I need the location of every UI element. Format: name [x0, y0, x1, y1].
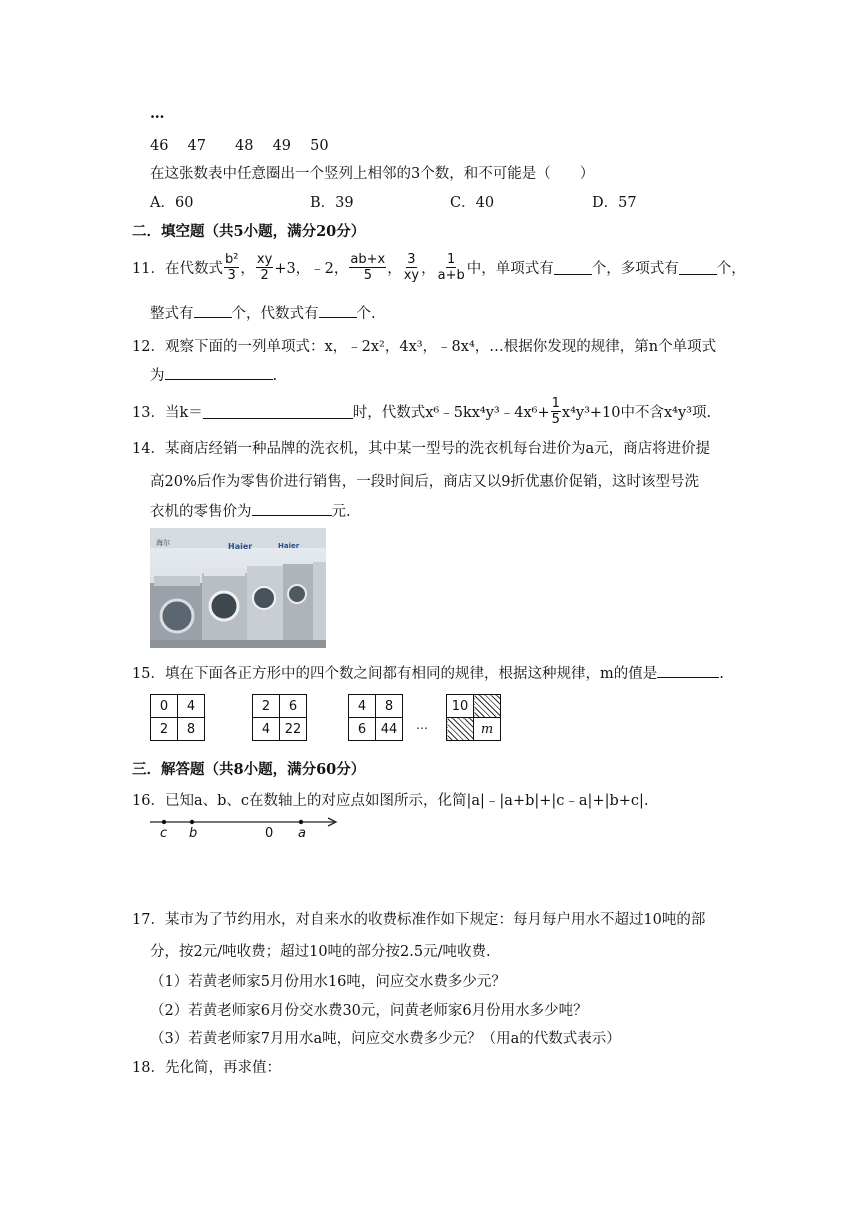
q12-text: .: [272, 368, 278, 384]
square-cell: 2: [253, 695, 280, 718]
label-a: a: [298, 826, 306, 841]
answer-blank[interactable]: [679, 260, 717, 275]
q17-sub2: （2）若黄老师家6月份交水费30元，问黄老师家6月份用水多少吨？: [150, 1003, 588, 1019]
square-cell: 8: [376, 695, 403, 718]
number-square-3: [348, 694, 403, 741]
q11-mid: +3，﹣2，: [274, 261, 349, 277]
ellipsis-line: …: [150, 105, 165, 122]
q11-text: 个，多项式有: [591, 261, 679, 277]
q15-text: 15．填在下面各正方形中的四个数之间都有相同的规律，根据这种规律，m的值是: [132, 666, 658, 682]
brand-sign: 海尔: [156, 539, 170, 547]
label-zero: 0: [265, 826, 274, 841]
q17-sub1: （1）若黄老师家5月份用水16吨，问应交水费多少元？: [150, 974, 506, 990]
fraction: $\frac{ab+x}{5}$: [350, 252, 386, 283]
fraction: $\frac{1}{a+b}$: [437, 252, 465, 283]
answer-blank[interactable]: [554, 260, 592, 275]
number-table-row: 46 47 48 49 50: [150, 138, 329, 154]
section-3-heading: 三．解答题（共8小题，满分60分）: [132, 761, 366, 778]
q17-sub3: （3）若黄老师家7月用水a吨，问应交水费多少元？（用a的代数式表示）: [150, 1031, 621, 1047]
fraction: $\frac{xy}{2}$: [256, 252, 273, 283]
q11-text: 整式有: [150, 306, 194, 322]
square-cell-m: m: [474, 718, 501, 741]
q11-text: 个，: [716, 261, 746, 277]
hatched-cell: [474, 695, 501, 718]
answer-blank[interactable]: [165, 365, 273, 380]
q10-option-b: B．39: [310, 195, 354, 211]
square-cell: 44: [376, 718, 403, 741]
answer-blank[interactable]: [319, 303, 357, 318]
square-cell: 22: [280, 718, 307, 741]
q15-text: .: [719, 666, 724, 682]
square-cell: 8: [178, 718, 205, 741]
q11-tail: 中，单项式有: [466, 261, 554, 277]
q10-option-c: C．40: [450, 195, 495, 211]
answer-blank[interactable]: [194, 303, 232, 318]
label-c: c: [160, 826, 168, 841]
q13-text: 13．当k＝: [132, 405, 203, 421]
q10-option-a: A．60: [150, 195, 194, 211]
q14-line3: [150, 500, 351, 521]
q11-intro: 11．在代数式: [132, 261, 223, 277]
brand-sign: Haier: [278, 542, 300, 550]
number-square-2: [252, 694, 307, 741]
q16-line: 16．已知a、b、c在数轴上的对应点如图所示，化简|a|﹣|a+b|+|c﹣a|+|b+c|.: [132, 793, 649, 809]
fraction: $\frac{3}{xy}$: [403, 252, 420, 283]
square-cell: 10: [447, 695, 474, 718]
q11-line2: [150, 302, 376, 323]
q14-line1: 14．某商店经销一种品牌的洗衣机，其中某一型号的洗衣机每台进价为a元，商店将进价提: [132, 441, 711, 457]
q13-text: 时，代数式x⁶﹣5kx⁴y³﹣4x⁶+: [352, 405, 550, 421]
q12-text: 为: [150, 368, 165, 384]
q14-line2: 高20%后作为零售价进行销售，一段时间后，商店又以9折优惠价促销，这时该型号洗: [150, 474, 699, 490]
square-cell: 4: [349, 695, 376, 718]
point-a: [299, 820, 303, 824]
q10-prompt: 在这张数表中任意圈出一个竖列上相邻的3个数，和不可能是（ ）: [150, 166, 595, 182]
point-b: [190, 820, 194, 824]
q18-line: 18．先化简，再求值：: [132, 1060, 281, 1076]
q11-line1: 11．在代数式 $\frac{\text{b²}}{3}$ ， $\frac{xy}{2}$ +3，﹣2， $\frac{ab+x}{5}$ ， $\frac{3}{xy}$ ， $\frac{1}{a+b}$ 中，单项式有 个，多项式有 个，: [132, 252, 746, 283]
number-line: [148, 812, 348, 844]
q11-text: 个.: [356, 306, 376, 322]
section-2-heading: 二．填空题（共5小题，满分20分）: [132, 223, 366, 240]
q12-line1: 12．观察下面的一列单项式：x，﹣2x²，4x³，﹣8x⁴，…根据你发现的规律，第n个单项式: [132, 339, 717, 355]
fraction: $\frac{1}{5}$: [551, 396, 560, 427]
square-cell: 4: [178, 695, 205, 718]
q13-line: [132, 396, 711, 427]
point-c: [162, 820, 166, 824]
label-b: b: [189, 826, 198, 841]
q15-line: [132, 662, 724, 683]
square-cell: 4: [253, 718, 280, 741]
q11-text: 个，代数式有: [231, 306, 319, 322]
square-cell: 6: [349, 718, 376, 741]
square-cell: 2: [151, 718, 178, 741]
q14-text: 元.: [331, 504, 351, 520]
square-cell: 6: [280, 695, 307, 718]
q10-option-d: D．57: [592, 195, 637, 211]
q17-line2: 分，按2元/吨收费；超过10吨的部分按2.5元/吨收费.: [150, 944, 491, 960]
washing-machine-photo: [150, 528, 326, 648]
q12-line2: [150, 364, 277, 385]
answer-blank[interactable]: [203, 404, 353, 419]
answer-blank[interactable]: [252, 501, 332, 516]
q14-text: 衣机的零售价为: [150, 504, 252, 520]
answer-blank[interactable]: [657, 663, 719, 678]
sequence-dots: …: [416, 718, 428, 732]
q17-line1: 17．某市为了节约用水，对自来水的收费标准作如下规定：每月每户用水不超过10吨的部: [132, 912, 706, 928]
hatched-cell: [447, 718, 474, 741]
number-square-1: [150, 694, 205, 741]
fraction: $\frac{\text{b²}}{3}$: [224, 252, 239, 283]
square-cell: 0: [151, 695, 178, 718]
q13-text: x⁴y³+10中不含x⁴y³项.: [561, 405, 712, 421]
brand-sign: Haier: [228, 542, 253, 551]
number-square-4: [446, 694, 501, 741]
